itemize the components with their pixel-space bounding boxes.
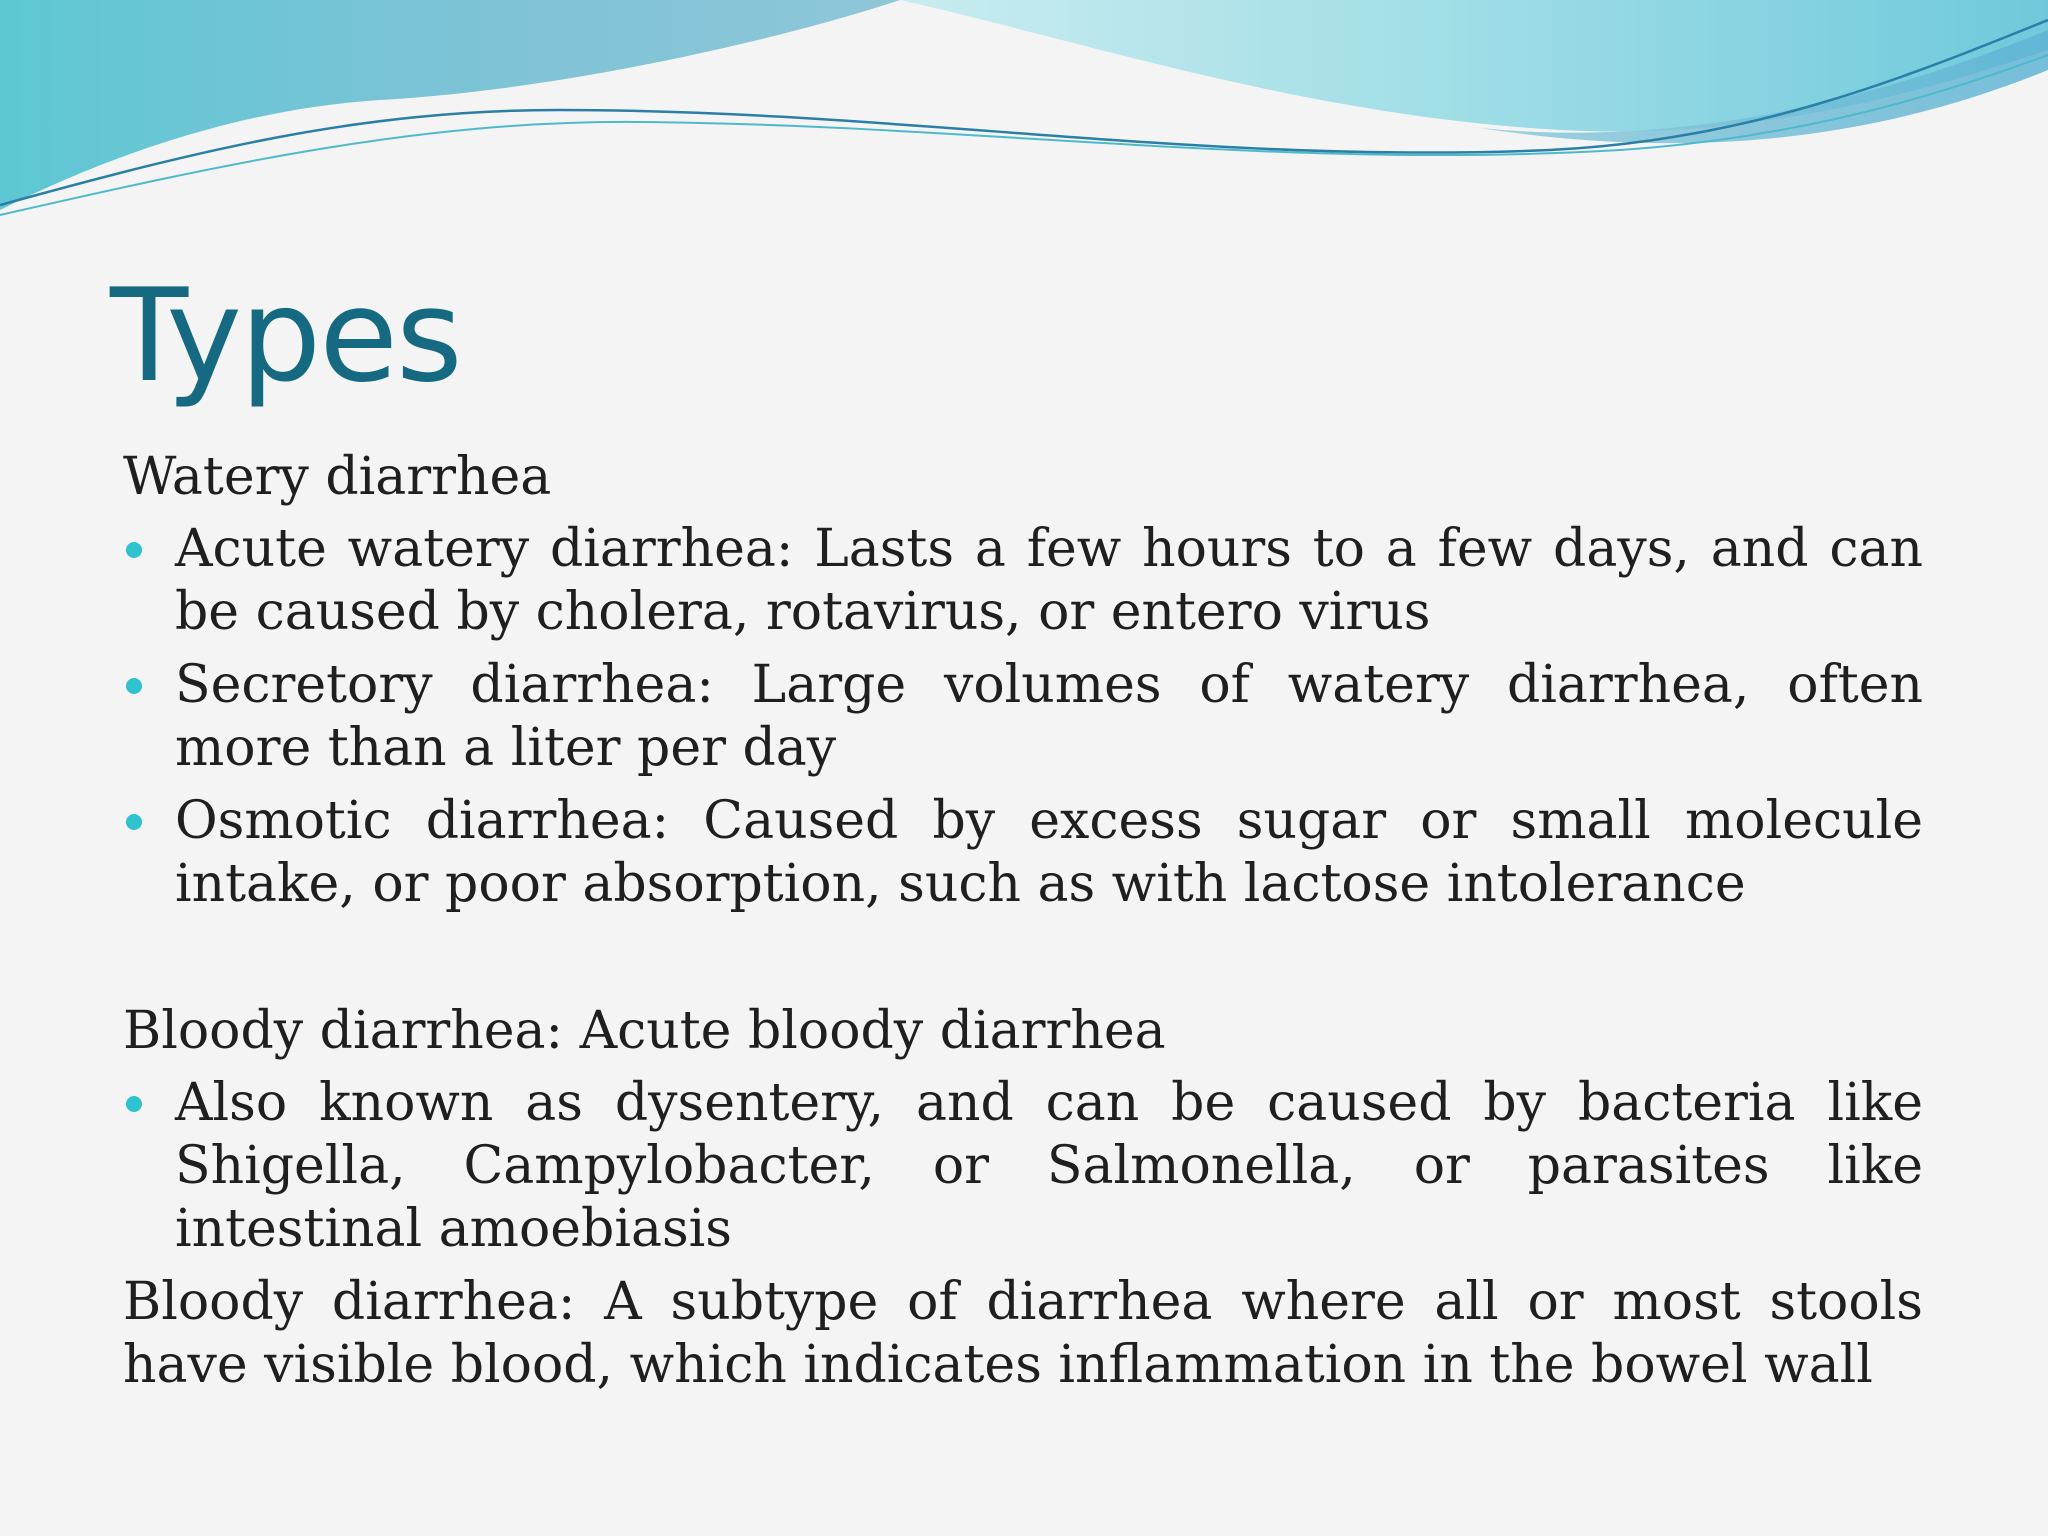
bullet-text: Secretory diarrhea: Large volumes of watery diarrhea, often more than a liter per day xyxy=(175,655,1923,778)
list-item xyxy=(123,790,1923,916)
watery-bullet-list xyxy=(123,518,1923,916)
wave-left-shape xyxy=(0,0,900,210)
bullet-text: Acute watery diarrhea: Lasts a few hours to a few days, and can be caused by cholera, rotavirus, or entero virus xyxy=(175,519,1923,642)
bloody-bullet-list xyxy=(123,1072,1923,1261)
header-wave-decoration xyxy=(0,0,2048,240)
bloody-description: Bloody diarrhea: A subtype of diarrhea where all or most stools have visible blood, which indicates inflammation in the bowel wall xyxy=(123,1272,1923,1395)
bullet-text: Osmotic diarrhea: Caused by excess sugar or small molecule intake, or poor absorption, such as with lactose intolerance xyxy=(175,791,1923,914)
bullet-dot-icon xyxy=(126,814,142,830)
slide-title: Types xyxy=(110,262,461,411)
list-item xyxy=(123,518,1923,644)
bullet-dot-icon xyxy=(126,678,142,694)
section-heading-bloody: Bloody diarrhea: Acute bloody diarrhea xyxy=(123,1001,1166,1061)
bullet-text: Also known as dysentery, and can be caused by bacteria like Shigella, Campylobacter, or Salmonella, or parasites like intestinal amoebiasis xyxy=(175,1073,1923,1259)
bullet-dot-icon xyxy=(126,1096,142,1112)
list-item xyxy=(123,1072,1923,1261)
bullet-dot-icon xyxy=(126,542,142,558)
section-spacer xyxy=(123,926,1923,1000)
list-item xyxy=(123,654,1923,780)
slide-body xyxy=(123,446,1923,1397)
section-heading-watery: Watery diarrhea xyxy=(123,447,552,507)
